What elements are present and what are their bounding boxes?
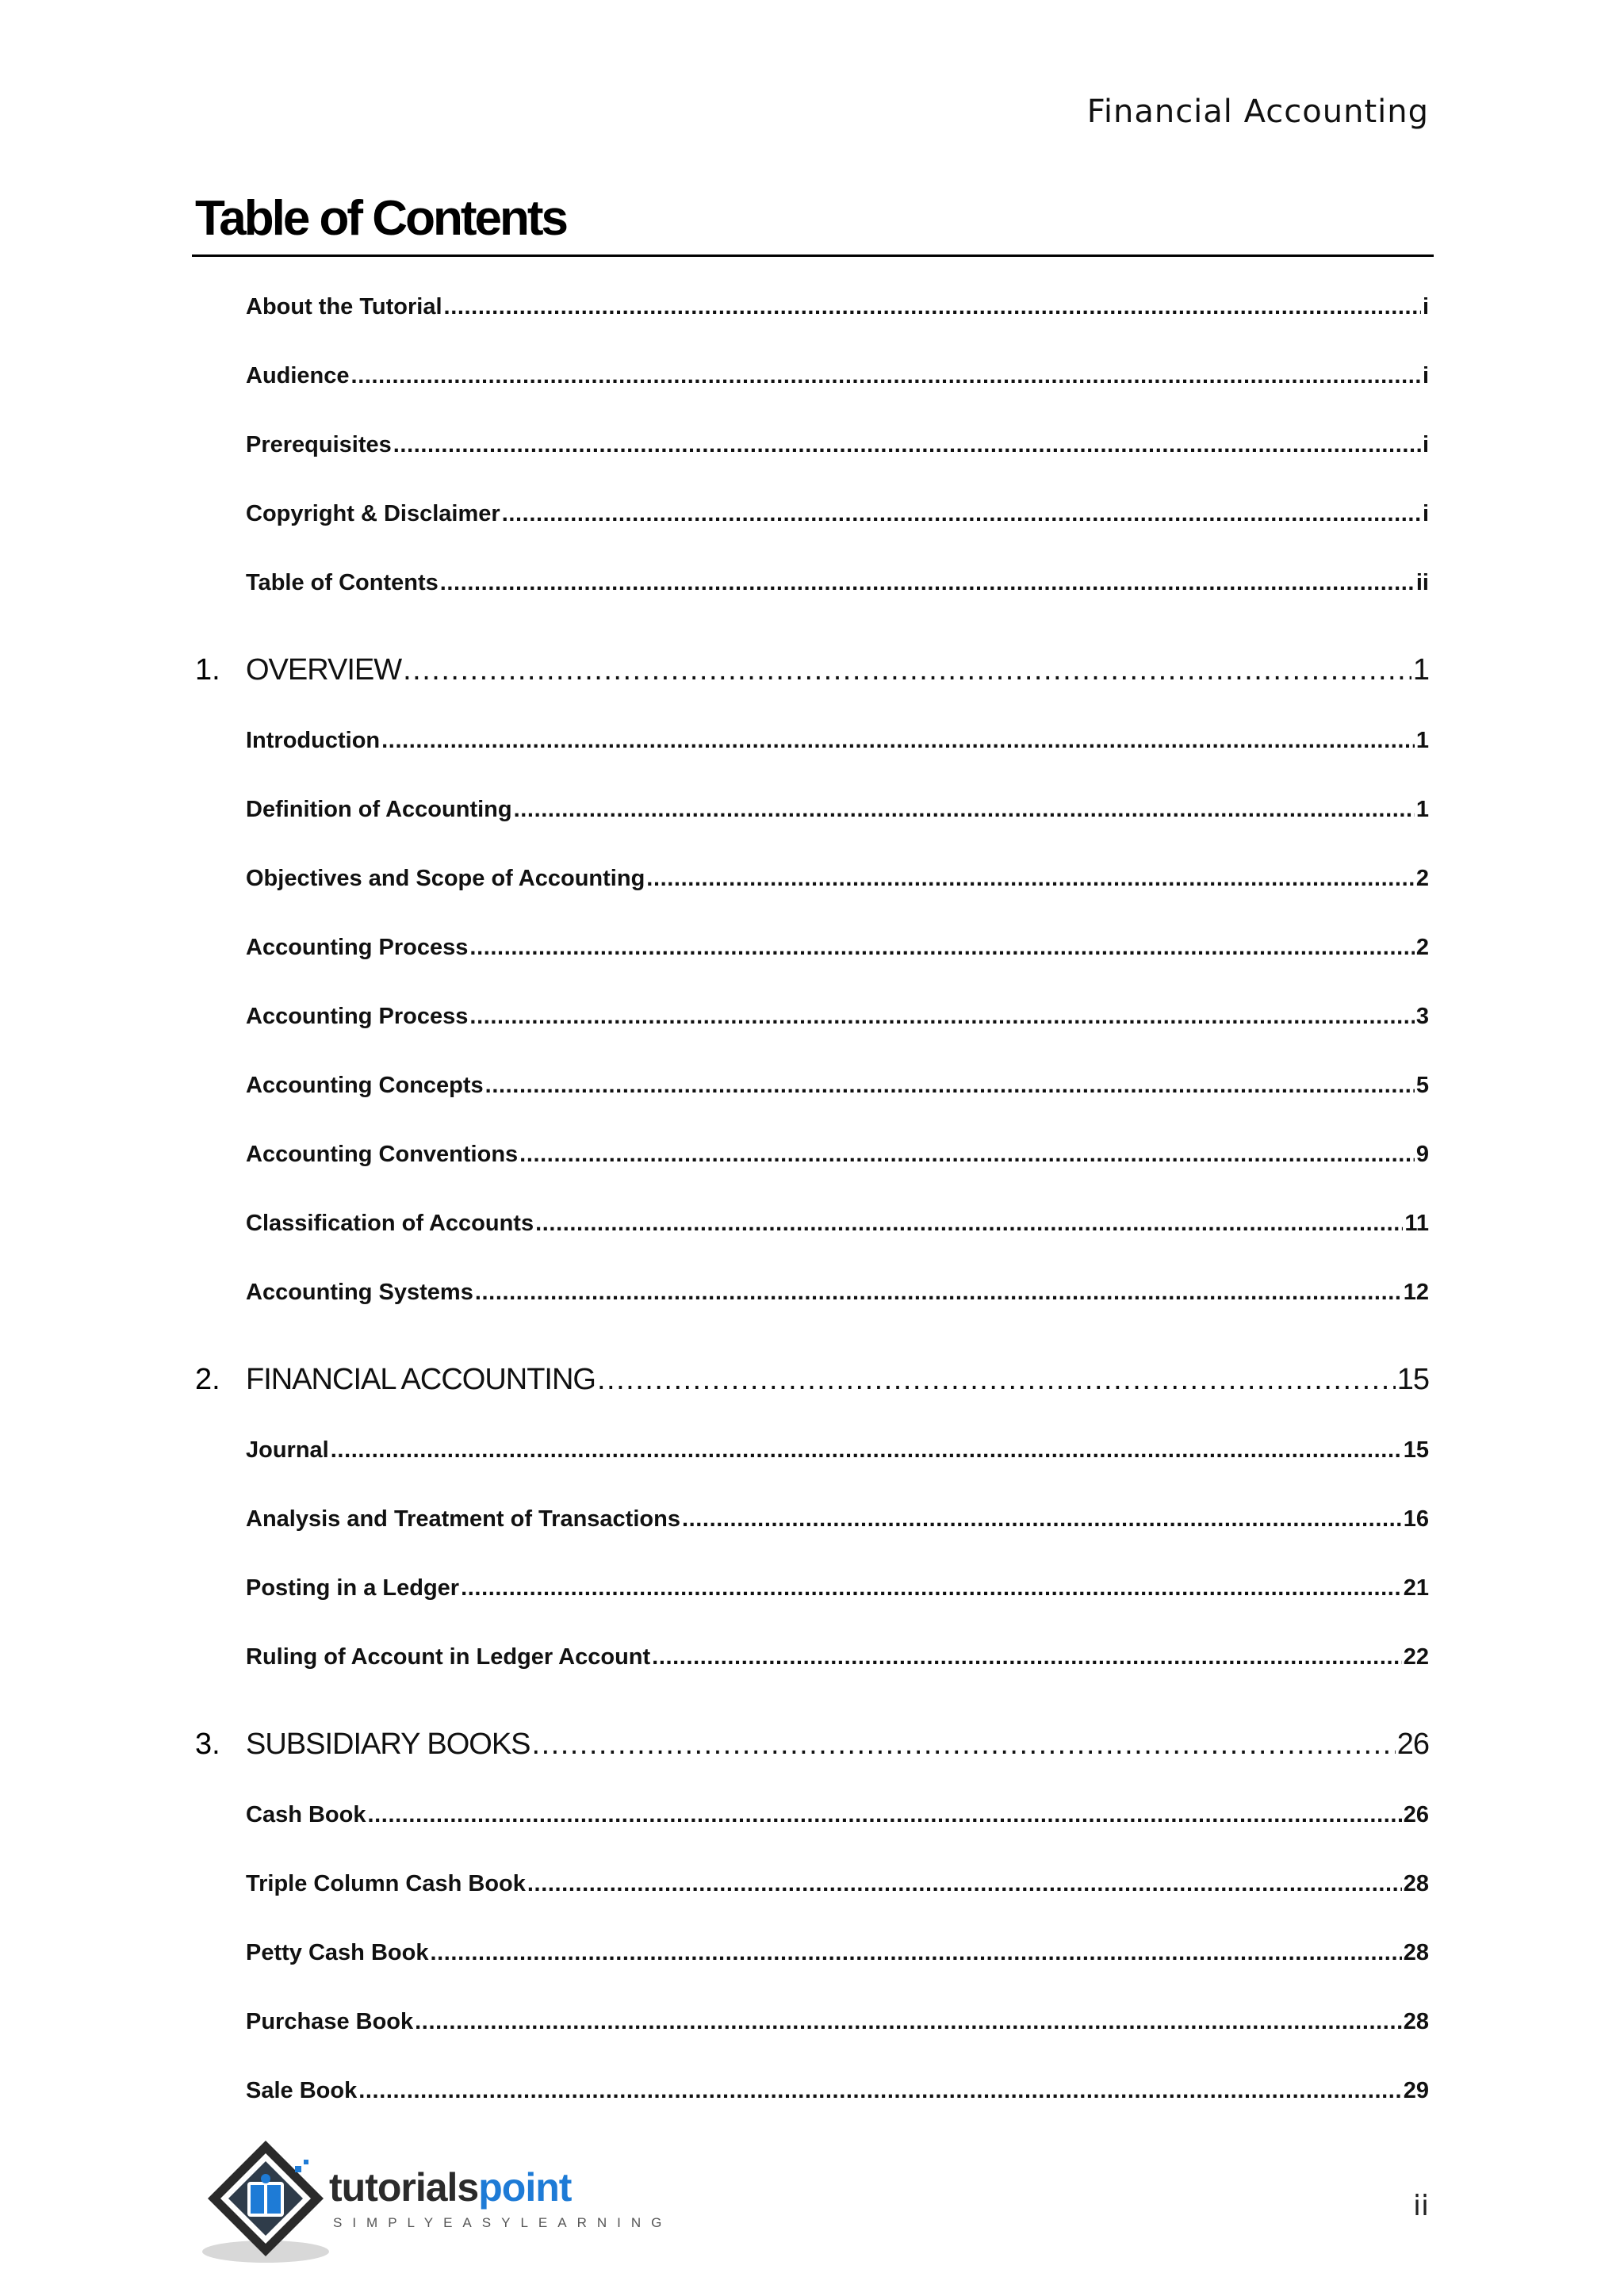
toc-entry-row (246, 1073, 1429, 1099)
toc-entry-page: 9 (1415, 1142, 1429, 1167)
toc-chapter-number: 2. (195, 1363, 220, 1396)
toc-entry-label: Audience (246, 363, 350, 388)
tutorialspoint-logo (198, 2133, 672, 2267)
dot-leader (682, 1506, 1402, 1533)
toc-entry-row (246, 1802, 1429, 1828)
logo-wordmark (329, 2164, 571, 2210)
toc-entry-row (246, 866, 1429, 892)
toc-entry-label: Petty Cash Book (246, 1940, 429, 1965)
toc-entry-label: Copyright & Disclaimer (246, 501, 500, 526)
toc-entry-page: 28 (1403, 1940, 1429, 1965)
toc-entry-label: About the Tutorial (246, 294, 442, 320)
dot-leader (469, 935, 1414, 961)
toc-entry-page: 16 (1403, 1506, 1429, 1532)
logo-wordmark-part2: point (478, 2165, 572, 2210)
logo-wordmark-part1: tutorials (329, 2165, 479, 2210)
toc-entry-row (246, 501, 1429, 527)
toc-entry-row (246, 1940, 1429, 1966)
toc-entry-row (246, 1644, 1429, 1670)
toc-entry-page: 5 (1415, 1073, 1429, 1098)
toc-entry-page: 2 (1415, 866, 1429, 891)
toc-entry-row (246, 1142, 1429, 1168)
dot-leader (461, 1575, 1402, 1601)
toc-entry-label: Cash Book (246, 1802, 366, 1827)
dot-leader (597, 1363, 1396, 1397)
toc-entry-page: 3 (1415, 1004, 1429, 1029)
toc-entry-row (246, 797, 1429, 823)
toc-entry-label: Classification of Accounts (246, 1211, 534, 1236)
toc-entry-page: 1 (1415, 728, 1429, 753)
dot-leader (469, 1004, 1414, 1030)
toc-entry-page: i (1422, 432, 1429, 457)
dot-leader (415, 2009, 1402, 2035)
toc-entry-label: Accounting Systems (246, 1280, 473, 1305)
toc-entry-label: Prerequisites (246, 432, 392, 457)
toc-entry-page: 1 (1412, 653, 1429, 687)
toc-entry-row (246, 1211, 1429, 1237)
dot-leader (646, 866, 1415, 892)
toc-entry-page: 15 (1396, 1363, 1429, 1396)
toc-entry-label: Journal (246, 1437, 329, 1463)
toc-entry-label: Accounting Process (246, 935, 469, 960)
toc-entry-label: Ruling of Account in Ledger Account (246, 1644, 651, 1670)
toc-entry-row (246, 363, 1429, 389)
toc-entry-row (246, 294, 1429, 320)
toc-entry-label: Objectives and Scope of Accounting (246, 866, 645, 891)
toc-entry-page: 2 (1415, 935, 1429, 960)
heading-rule (192, 254, 1434, 257)
dot-leader (367, 1802, 1401, 1828)
toc-entry-page: i (1422, 363, 1429, 388)
toc-entry-row (246, 2009, 1429, 2035)
toc-entry-page: 22 (1403, 1644, 1429, 1670)
toc-entry-label: SUBSIDIARY BOOKS (246, 1728, 530, 1761)
toc-entry-row (246, 935, 1429, 961)
running-header-title: Financial Accounting (1086, 94, 1429, 130)
toc-entry-row (246, 1437, 1429, 1464)
dot-leader (527, 1871, 1402, 1897)
toc-entry-label: Accounting Process (246, 1004, 469, 1029)
dot-leader (351, 363, 1421, 389)
toc-entry-page: 15 (1403, 1437, 1429, 1463)
dot-leader (514, 797, 1415, 823)
toc-entry-page: 1 (1415, 797, 1429, 822)
toc-entry-page: 28 (1403, 2009, 1429, 2034)
toc-entry-label: Analysis and Treatment of Transactions (246, 1506, 680, 1532)
dot-leader (532, 1728, 1396, 1762)
toc-entry-page: 26 (1396, 1728, 1429, 1761)
toc-entry-label: Table of Contents (246, 570, 439, 595)
toc-entry-label: Definition of Accounting (246, 797, 512, 822)
toc-chapter-number: 1. (195, 653, 220, 687)
toc-heading: Table of Contents (195, 191, 566, 246)
dot-leader (403, 653, 1411, 687)
toc-entry-row (246, 1004, 1429, 1030)
dot-leader (485, 1073, 1415, 1099)
toc-entry-page: 28 (1403, 1871, 1429, 1896)
toc-entry-row (246, 1363, 1429, 1397)
toc-entry-row (246, 570, 1429, 596)
dot-leader (475, 1280, 1402, 1306)
dot-leader (502, 501, 1421, 527)
toc-entry-label: OVERVIEW (246, 653, 402, 687)
toc-entry-page: i (1422, 501, 1429, 526)
toc-entry-label: Accounting Concepts (246, 1073, 484, 1098)
dot-leader (358, 2078, 1402, 2104)
toc-entry-page: 11 (1404, 1211, 1429, 1236)
toc-entry-row (246, 2078, 1429, 2104)
toc-chapter-number: 3. (195, 1728, 220, 1761)
toc-entry-label: Posting in a Ledger (246, 1575, 460, 1601)
dot-leader (519, 1142, 1415, 1168)
toc-entry-page: i (1422, 294, 1429, 320)
logo-diamond-icon (198, 2133, 333, 2267)
dot-leader (652, 1644, 1402, 1670)
dot-leader (535, 1211, 1403, 1237)
toc-entry-label: FINANCIAL ACCOUNTING (246, 1363, 596, 1396)
toc-entry-page: 29 (1403, 2078, 1429, 2103)
toc-entry-row (246, 653, 1429, 687)
toc-entry-label: Purchase Book (246, 2009, 414, 2034)
dot-leader (444, 294, 1421, 320)
toc-entry-row (246, 1506, 1429, 1533)
toc-entry-label: Accounting Conventions (246, 1142, 519, 1167)
toc-entry-label: Triple Column Cash Book (246, 1871, 526, 1896)
toc-entry-row (246, 432, 1429, 458)
toc-entry-row (246, 728, 1429, 754)
dot-leader (440, 570, 1415, 596)
toc-entry-row (246, 1728, 1429, 1762)
dot-leader (393, 432, 1421, 458)
dot-leader (331, 1437, 1402, 1464)
toc-entry-row (246, 1575, 1429, 1601)
toc-entry-page: 21 (1403, 1575, 1429, 1601)
toc-entry-page: ii (1415, 570, 1429, 595)
toc-entry-page: 26 (1403, 1802, 1429, 1827)
toc-entry-row (246, 1280, 1429, 1306)
page-number: ii (1412, 2190, 1429, 2222)
toc-entry-page: 12 (1403, 1280, 1429, 1305)
logo-tagline: SIMPLYEASYLEARNING (333, 2215, 672, 2230)
toc-entry-row (246, 1871, 1429, 1897)
toc-entry-label: Introduction (246, 728, 381, 753)
dot-leader (430, 1940, 1401, 1966)
dot-leader (381, 728, 1415, 754)
toc-entry-label: Sale Book (246, 2078, 358, 2103)
